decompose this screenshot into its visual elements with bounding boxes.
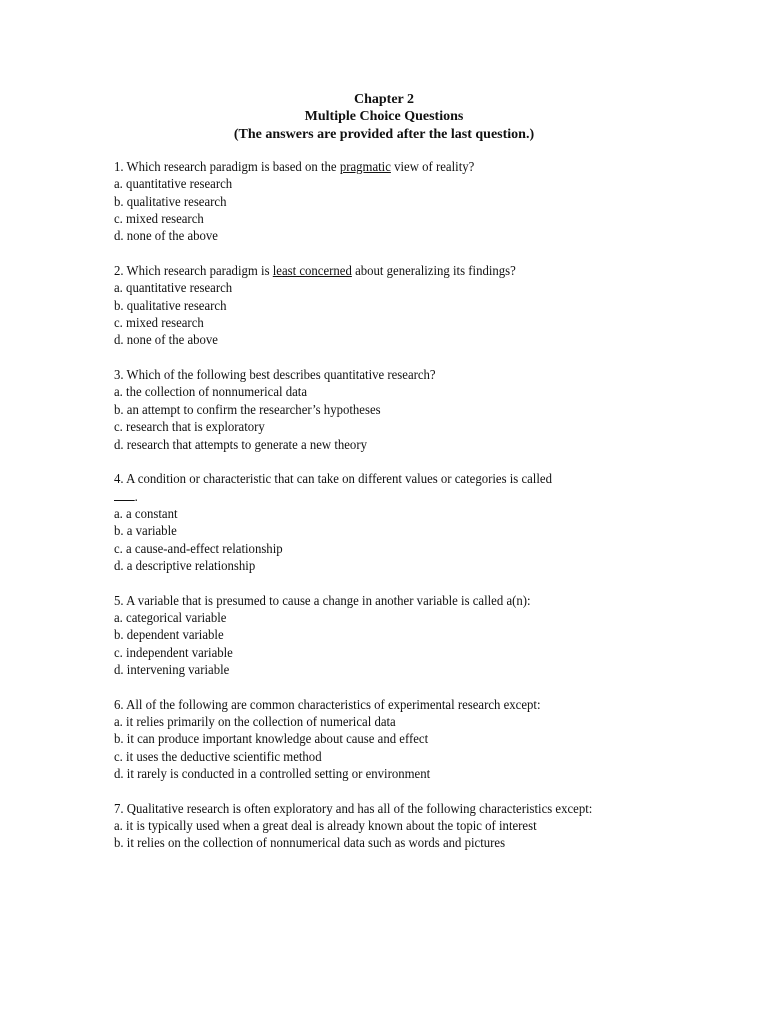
fill-in-blank — [114, 489, 135, 501]
answer-option: b. it relies on the collection of nonnumerical data such as words and pictures — [114, 835, 506, 851]
answer-option: b. qualitative research — [114, 297, 227, 313]
question-number: 3. — [114, 367, 124, 383]
question-number: 5. — [114, 592, 124, 608]
question-number: 4. — [114, 471, 124, 487]
page-header — [0, 91, 768, 143]
question-number: 7. — [114, 800, 124, 816]
question-4-stem: 4. A condition or characteristic that can take on different values or categories is called — [114, 471, 552, 487]
question-number: 1. — [114, 159, 124, 174]
question-3-stem: 3. Which of the following best describes quantitative research? — [114, 367, 436, 383]
answer-option: c. mixed research — [114, 211, 204, 227]
question-3 — [114, 366, 617, 453]
question-6-stem: 6. All of the following are common characteristics of experimental research except: — [114, 696, 541, 712]
question-5-stem: 5. A variable that is presumed to cause a change in another variable is called a(n): — [114, 592, 531, 608]
answer-option: a. a constant — [114, 505, 178, 521]
question-list — [114, 158, 617, 869]
question-number: 2. — [114, 263, 124, 279]
answer-option: c. independent variable — [114, 644, 233, 660]
answers-note: (The answers are provided after the last question.) — [233, 126, 535, 142]
answer-option: a. quantitative research — [114, 176, 233, 192]
question-6 — [114, 696, 617, 783]
question-4-blank-line: . — [114, 488, 617, 505]
underlined-term: pragmatic — [339, 159, 391, 174]
question-7 — [114, 800, 617, 852]
chapter-title: Chapter 2 — [353, 92, 415, 107]
answer-option: d. a descriptive relationship — [114, 557, 256, 573]
question-number: 6. — [114, 696, 124, 712]
answer-option: d. intervening variable — [114, 661, 230, 677]
answer-option: b. an attempt to confirm the researcher’s hypotheses — [114, 401, 381, 417]
answer-option: a. the collection of nonnumerical data — [114, 384, 308, 400]
answer-option: a. it relies primarily on the collection of numerical data — [114, 714, 396, 729]
answer-option: a. it is typically used when a great deal is already known about the topic of interest — [114, 818, 537, 834]
answer-option: b. a variable — [114, 523, 177, 539]
answer-option: b. dependent variable — [114, 627, 224, 643]
question-2 — [114, 262, 617, 349]
answer-option: d. it rarely is conducted in a controlled setting or environment — [114, 766, 431, 782]
answer-option: b. it can produce important knowledge about cause and effect — [114, 731, 429, 747]
answer-option: d. none of the above — [114, 332, 218, 348]
answer-option: b. qualitative research — [114, 193, 227, 209]
question-5 — [114, 592, 617, 679]
answer-option: d. research that attempts to generate a new theory — [114, 436, 367, 452]
answer-option: c. research that is exploratory — [114, 419, 265, 435]
question-4 — [114, 470, 617, 574]
answer-option: c. it uses the deductive scientific method — [114, 748, 322, 764]
answer-option: a. quantitative research — [114, 280, 233, 296]
question-1 — [114, 158, 617, 245]
answer-option: c. mixed research — [114, 315, 204, 331]
answer-option: c. a cause-and-effect relationship — [114, 540, 283, 556]
section-title: Multiple Choice Questions — [304, 109, 464, 125]
underlined-term: least concerned — [272, 263, 352, 279]
question-1-stem: 1. Which research paradigm is based on the pragmatic view of reality? — [114, 159, 475, 174]
answer-option: d. none of the above — [114, 228, 218, 244]
answer-option: a. categorical variable — [114, 609, 227, 625]
question-7-stem: 7. Qualitative research is often exploratory and has all of the following characteristics except: — [114, 800, 593, 816]
question-2-stem: 2. Which research paradigm is least concerned about generalizing its findings? — [114, 263, 516, 279]
